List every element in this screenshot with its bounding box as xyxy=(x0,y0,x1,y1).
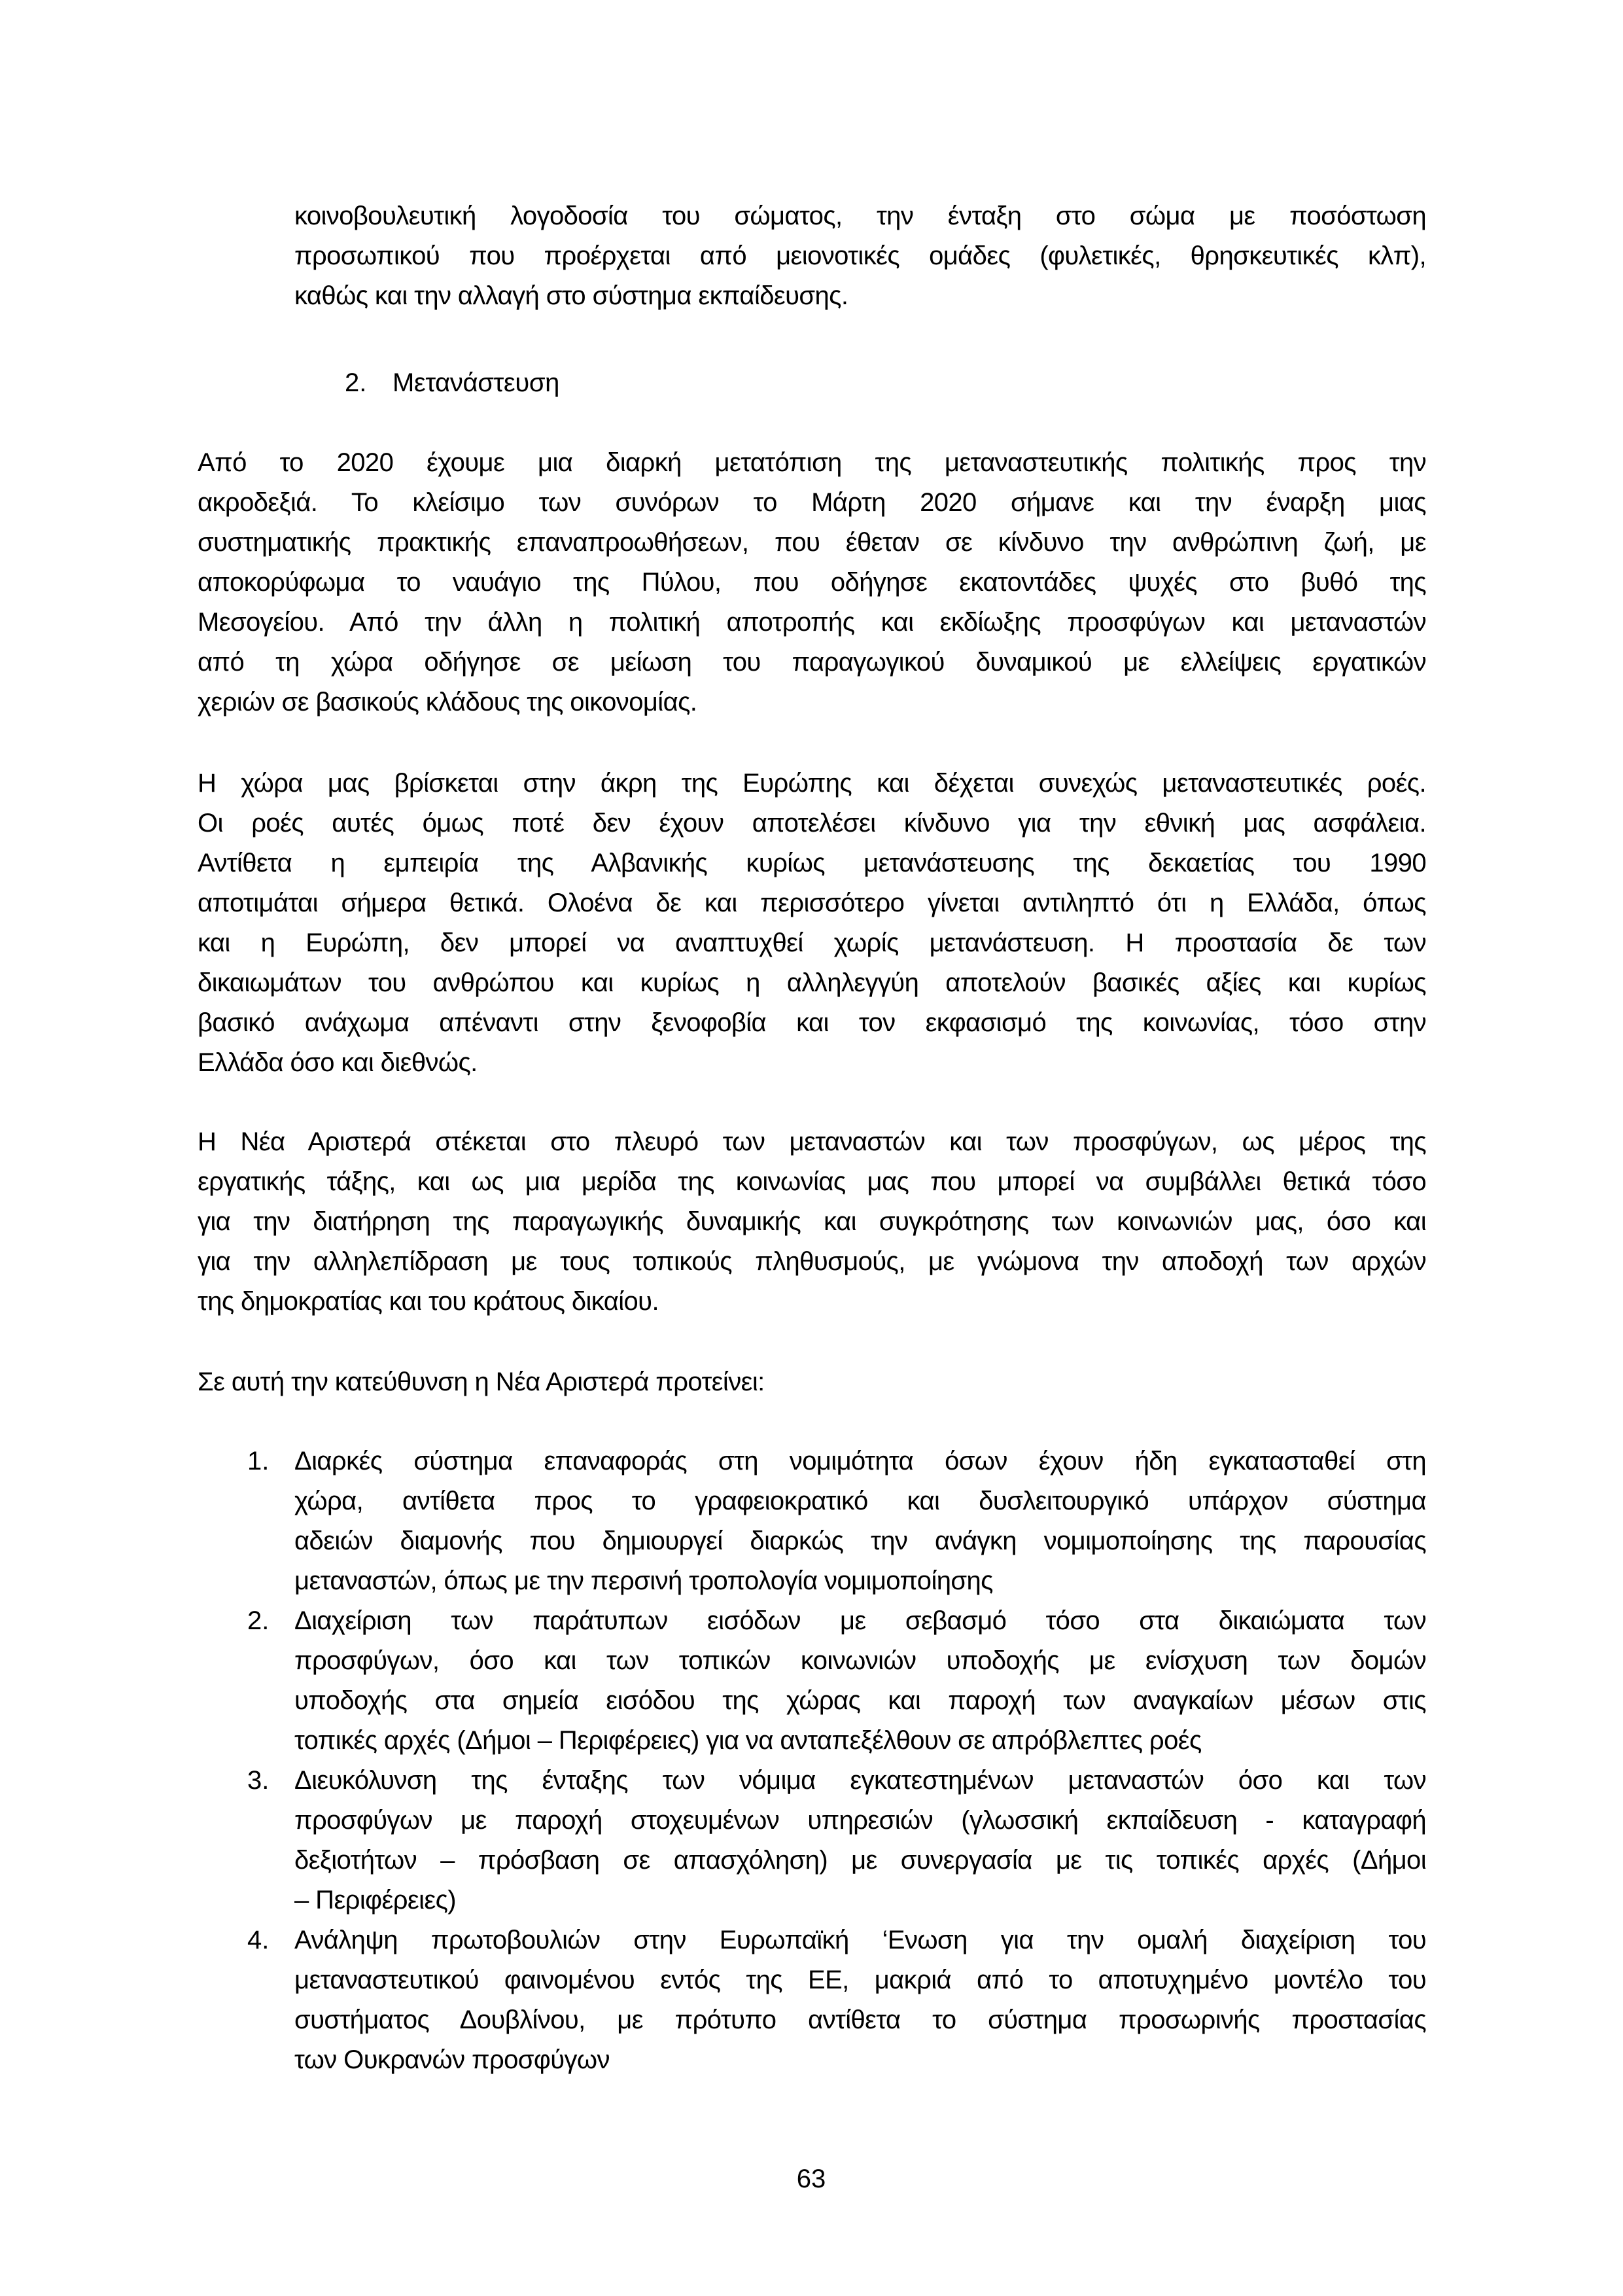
list-item xyxy=(0,1761,1623,1920)
text-line: ακροδεξιά. Το κλείσιμο των συνόρων το Μάρτη 2020 σήμανε και την έναρξη μιας xyxy=(198,488,1426,517)
text-line: Σε αυτή την κατεύθυνση η Νέα Αριστερά προτείνει: xyxy=(198,1368,765,1396)
text-line: κοινοβουλευτική λογοδοσία του σώματος, την ένταξη στο σώμα με ποσόστωση xyxy=(294,202,1426,230)
text-line: συστηματικής πρακτικής επαναπροωθήσεων, που έθεταν σε κίνδυνο την ανθρώπινη ζωή, με xyxy=(198,528,1426,557)
text-line: Διαχείριση των παράτυπων εισόδων με σεβασμό τόσο στα δικαιώματα των xyxy=(294,1606,1426,1635)
text-line: και η Ευρώπη, δεν μπορεί να αναπτυχθεί χωρίς μετανάστευση. Η προστασία δε των xyxy=(198,928,1426,957)
text-line: Διαρκές σύστημα επαναφοράς στη νομιμότητα όσων έχουν ήδη εγκατασταθεί στη xyxy=(294,1447,1426,1475)
text-line: από τη χώρα οδήγησε σε μείωση του παραγωγικού δυναμικού με ελλείψεις εργατικών xyxy=(198,648,1426,677)
text-line: αποτιμάται σήμερα θετικά. Ολοένα δε και περισσότερο γίνεται αντιληπτό ότι η Ελλάδα, όπως xyxy=(198,889,1426,917)
text-line: Ελλάδα όσο και διεθνώς. xyxy=(198,1048,478,1077)
text-line: Οι ροές αυτές όμως ποτέ δεν έχουν αποτελέσει κίνδυνο για την εθνική μας ασφάλεια. xyxy=(198,809,1426,838)
text-line: προσφύγων με παροχή στοχευμένων υπηρεσιών (γλωσσική εκπαίδευση - καταγραφή xyxy=(294,1806,1426,1835)
text-line: δικαιωμάτων του ανθρώπου και κυρίως η αλληλεγγύη αποτελούν βασικές αξίες και κυρίως xyxy=(198,968,1426,997)
list-item-number: 4. xyxy=(247,1926,270,1954)
list-item-number: 3. xyxy=(247,1766,270,1795)
list-item-text xyxy=(294,1920,1426,2080)
continuation-paragraph xyxy=(294,196,1426,316)
text-line: των Ουκρανών προσφύγων xyxy=(294,2045,610,2074)
section-heading xyxy=(0,363,1623,403)
text-line: Μεσογείου. Από την άλλη η πολιτική αποτροπής και εκδίωξης προσφύγων και μεταναστών xyxy=(198,608,1426,637)
text-line: υποδοχής στα σημεία εισόδου της χώρας και παροχή των αναγκαίων μέσων στις xyxy=(294,1686,1426,1715)
text-line: δεξιοτήτων – πρόσβαση σε απασχόληση) με συνεργασία με τις τοπικές αρχές (Δήμοι xyxy=(294,1846,1426,1875)
text-line: αδειών διαμονής που δημιουργεί διαρκώς την ανάγκη νομιμοποίησης της παρουσίας xyxy=(294,1527,1426,1555)
text-line: καθώς και την αλλαγή στο σύστημα εκπαίδευσης. xyxy=(294,281,848,310)
page-number: 63 xyxy=(796,2164,826,2193)
list-item-text xyxy=(294,1601,1426,1761)
text-line: προσωπικού που προέρχεται από μειονοτικές ομάδες (φυλετικές, θρησκευτικές κλπ), xyxy=(294,241,1426,270)
text-line: συστήματος Δουβλίνου, με πρότυπο αντίθετα το σύστημα προσωρινής προστασίας xyxy=(294,2005,1426,2034)
list-item xyxy=(0,1441,1623,1601)
list-item xyxy=(0,1601,1623,1761)
section-title: Μετανάστευση xyxy=(393,368,559,397)
text-line: Αντίθετα η εμπειρία της Αλβανικής κυρίως μετανάστευσης της δεκαετίας του 1990 xyxy=(198,849,1426,877)
list-item-number: 2. xyxy=(247,1606,270,1635)
text-line: προσφύγων, όσο και των τοπικών κοινωνιών υποδοχής με ενίσχυση των δομών xyxy=(294,1646,1426,1675)
list-item-text xyxy=(294,1761,1426,1920)
text-line: Η Νέα Αριστερά στέκεται στο πλευρό των μεταναστών και των προσφύγων, ως μέρος της xyxy=(198,1127,1426,1156)
paragraph-country xyxy=(198,764,1426,1083)
paragraph-position xyxy=(198,1122,1426,1322)
text-line: τοπικές αρχές (Δήμοι – Περιφέρειες) για να ανταπεξέλθουν σε απρόβλεπτες ροές xyxy=(294,1726,1202,1755)
text-line: της δημοκρατίας και του κράτους δικαίου. xyxy=(198,1287,659,1316)
text-line: Ανάληψη πρωτοβουλιών στην Ευρωπαϊκή ‘Ενωση για την ομαλή διαχείριση του xyxy=(294,1926,1426,1954)
list-item-number: 1. xyxy=(247,1447,270,1475)
text-line: χεριών σε βασικούς κλάδους της οικονομίας. xyxy=(198,688,697,716)
text-line: αποκορύφωμα το ναυάγιο της Πύλου, που οδήγησε εκατοντάδες ψυχές στο βυθό της xyxy=(198,568,1426,597)
text-line: μεταναστευτικού φαινομένου εντός της ΕΕ, μακριά από το αποτυχημένο μοντέλο του xyxy=(294,1966,1426,1994)
text-line: εργατικής τάξης, και ως μια μερίδα της κοινωνίας μας που μπορεί να συμβάλλει θετικά τόσο xyxy=(198,1167,1426,1196)
list-item-text xyxy=(294,1441,1426,1601)
text-line: μεταναστών, όπως με την περσινή τροπολογία νομιμοποίησης xyxy=(294,1566,993,1595)
paragraph-intro xyxy=(198,443,1426,722)
list-item xyxy=(0,1920,1623,2080)
text-line: Από το 2020 έχουμε μια διαρκή μετατόπιση της μεταναστευτικής πολιτικής προς την xyxy=(198,448,1426,477)
text-line: Διευκόλυνση της ένταξης των νόμιμα εγκατεστημένων μεταναστών όσο και των xyxy=(294,1766,1426,1795)
text-line: βασικό ανάχωμα απέναντι στην ξενοφοβία και τον εκφασισμό της κοινωνίας, τόσο στην xyxy=(198,1008,1426,1037)
text-line: – Περιφέρειες) xyxy=(294,1886,456,1915)
section-number: 2. xyxy=(345,368,367,397)
text-line: για την αλληλεπίδραση με τους τοπικούς πληθυσμούς, με γνώμονα την αποδοχή των αρχών xyxy=(198,1247,1426,1276)
text-line: χώρα, αντίθετα προς το γραφειοκρατικό και δυσλειτουργικό υπάρχον σύστημα xyxy=(294,1487,1426,1515)
text-line: για την διατήρηση της παραγωγικής δυναμικής και συγκρότησης των κοινωνιών μας, όσο και xyxy=(198,1207,1426,1236)
text-line: Η χώρα μας βρίσκεται στην άκρη της Ευρώπης και δέχεται συνεχώς μεταναστευτικές ροές. xyxy=(198,769,1426,798)
paragraph-proposal-intro xyxy=(198,1362,1426,1402)
